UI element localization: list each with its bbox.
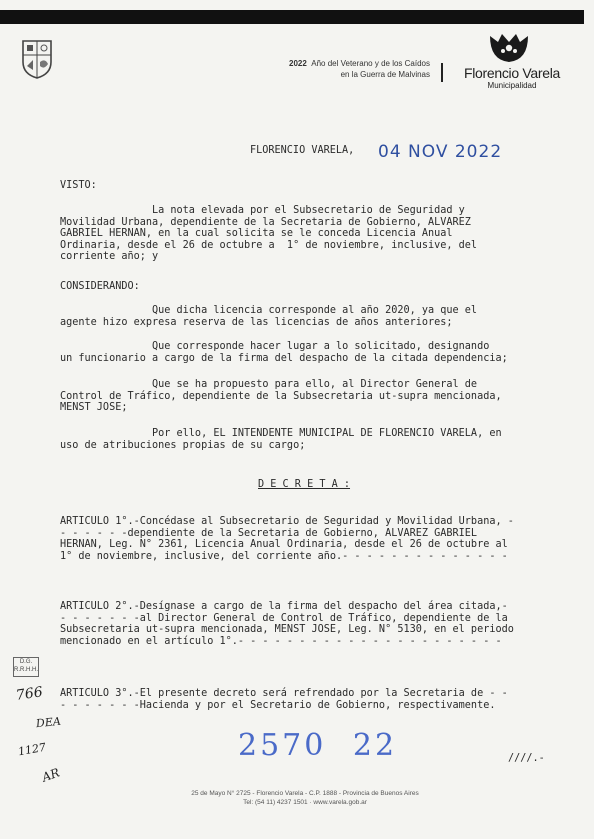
header-motto — [220, 58, 430, 80]
place-label: FLORENCIO VARELA, — [250, 145, 355, 156]
stamp-line-1: D.G. — [19, 659, 33, 665]
articulo-1 — [60, 516, 514, 562]
text-line: HERNAN, Leg. N° 2361, Licencia Anual Ordinaria, desde el 26 de octubre al — [60, 539, 508, 550]
hr-stamp — [13, 657, 39, 677]
header-motto-line1: Año del Veterano y de los Caídos — [311, 59, 430, 68]
municipal-crest-icon — [20, 38, 54, 80]
text-line: agente hizo expresa reserva de las licencias de años anteriores; — [60, 316, 453, 328]
page-footer — [120, 789, 490, 807]
considerando-heading: CONSIDERANDO: — [60, 281, 140, 292]
brand-name: Florencio Varela — [463, 65, 561, 81]
text-line: La nota elevada por el Subsecretario de Seguridad y — [60, 205, 465, 216]
considerando-paragraph-2 — [60, 341, 508, 364]
scan-top-border — [0, 10, 584, 24]
considerando-paragraph-1 — [60, 305, 477, 328]
text-line: ARTICULO 1°.-Concédase al Subsecretario de Seguridad y Movilidad Urbana, - — [60, 516, 514, 527]
stamp-line-2: R.R.H.H. — [14, 667, 38, 673]
continuation-mark: ////.- — [508, 753, 545, 764]
text-line: mencionado en el artículo 1°.- - - - - - - - - - - - - - - - - - - - - - — [60, 635, 502, 647]
text-line: Que dicha licencia corresponde al año 2020, ya que el — [60, 305, 478, 316]
header-divider — [441, 63, 443, 82]
articulo-3 — [60, 688, 508, 711]
text-line: ARTICULO 3°.-El presente decreto será refrendado por la Secretaria de - - — [60, 688, 508, 699]
text-line: 1° de noviembre, inclusive, del corriente año.- - - - - - - - - - - - - - — [60, 550, 508, 562]
header-motto-line2: en la Guerra de Malvinas — [340, 70, 430, 79]
considerando-paragraph-4 — [60, 428, 502, 451]
text-line: Movilidad Urbana, dependiente de la Secretaria de Gobierno, ALVAREZ — [60, 216, 471, 228]
brand-subtitle: Municipalidad — [487, 81, 537, 90]
florencio-varela-logo-icon — [486, 30, 532, 64]
decree-number-stamp: 2570 22 — [238, 728, 398, 763]
footer-address: 25 de Mayo N° 2725 - Florencio Varela - C.P. 1888 - Provincia de Buenos Aires — [191, 790, 419, 797]
text-line: Que corresponde hacer lugar a lo solicitado, designando — [60, 341, 490, 352]
text-line: Control de Tráfico, dependiente de la Subsecretaria ut-supra mencionada, — [60, 390, 502, 402]
text-line: uso de atribuciones propias de su cargo; — [60, 439, 306, 451]
handwritten-note-2: DEA — [35, 714, 62, 731]
text-line: - - - - - - -Hacienda y por el Secretario de Gobierno, respectivamente. — [60, 699, 496, 711]
visto-paragraph — [60, 205, 477, 263]
handwritten-note-3: 1127 — [17, 740, 47, 759]
text-line: Por ello, EL INTENDENTE MUNICIPAL DE FLORENCIO VARELA, en — [60, 428, 502, 439]
text-line: ARTICULO 2°.-Desígnase a cargo de la firma del despacho del área citada,- — [60, 601, 508, 612]
text-line: GABRIEL HERNAN, en la cual solicita se le conceda Licencia Anual — [60, 228, 453, 239]
text-line: - - - - - - -al Director General de Control de Tráfico, dependiente de la — [60, 612, 508, 624]
considerando-paragraph-3 — [60, 379, 502, 414]
handwritten-initials: AR — [40, 765, 62, 785]
text-line: Subsecretaria ut-supra mencionada, MENST JOSE, Leg. N° 5130, en el periodo — [60, 624, 514, 635]
decreta-heading: D E C R E T A : — [258, 479, 351, 490]
date-stamp: 04 NOV 2022 — [378, 142, 503, 162]
articulo-2 — [60, 601, 514, 647]
text-line: corriente año; y — [60, 251, 159, 262]
text-line: Que se ha propuesto para ello, al Director General de — [60, 379, 478, 390]
visto-heading: VISTO: — [60, 180, 97, 191]
text-line: - - - - - -dependiente de la Secretaria de Gobierno, ALVAREZ GABRIEL — [60, 527, 478, 539]
header-year: 2022 — [289, 59, 307, 68]
text-line: un funcionario a cargo de la firma del despacho de la citada dependencia; — [60, 352, 508, 364]
brand-block — [456, 65, 568, 90]
text-line: Ordinaria, desde el 26 de octubre a 1° de noviembre, inclusive, del — [60, 239, 478, 251]
footer-contact: Tel: (54 11) 4237 1501 · www.varela.gob.ar — [243, 799, 367, 806]
text-line: MENST JOSE; — [60, 402, 128, 413]
handwritten-note-1: 766 — [15, 684, 44, 704]
